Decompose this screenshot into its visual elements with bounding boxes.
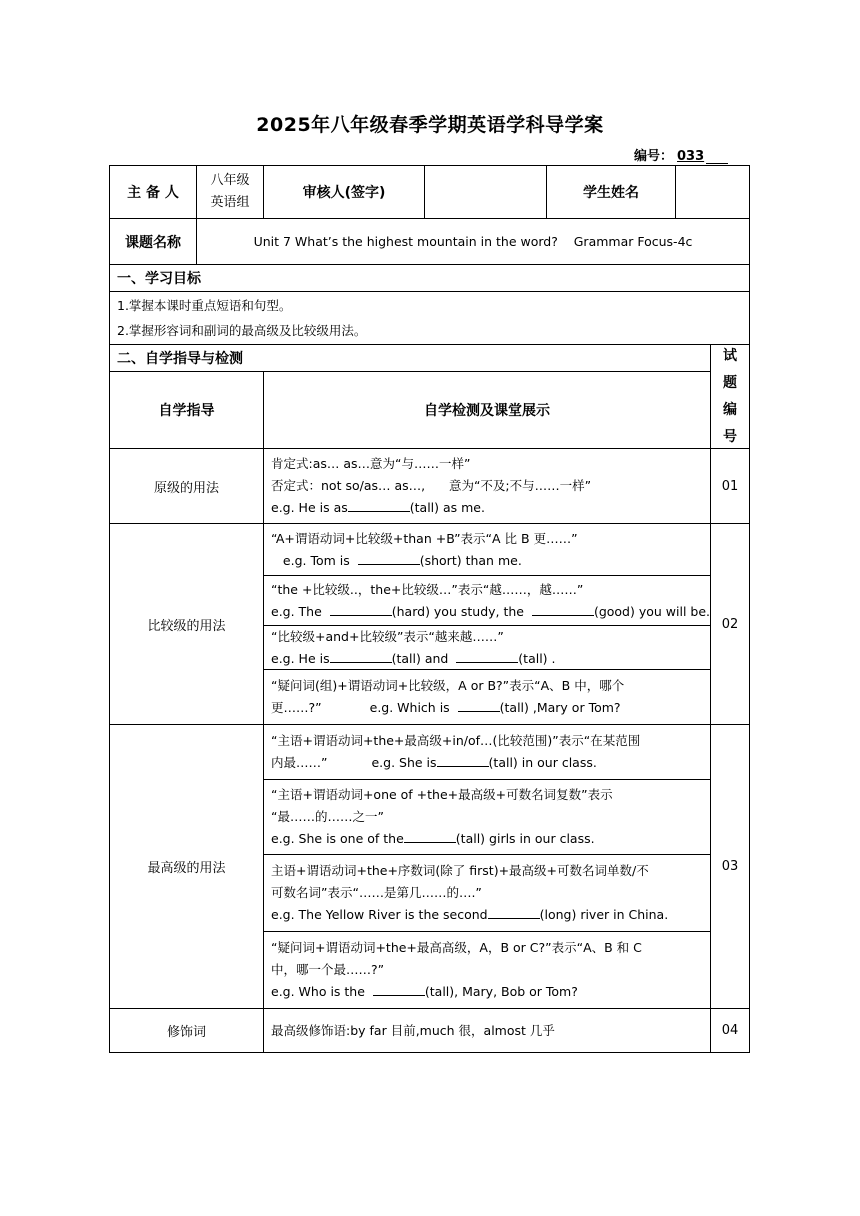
example-text: e.g. Tom is xyxy=(271,552,358,568)
example-text: (tall) as me. xyxy=(409,500,485,515)
example-text: e.g. She is xyxy=(371,755,437,770)
example-text: (hard) you study, the xyxy=(391,603,532,619)
rule-text: 可数名词”表示“……是第几……的….” xyxy=(271,885,482,900)
page-title: 2025年八年级春季学期英语学科导学案 xyxy=(256,114,604,136)
student-name-label: 学生姓名 xyxy=(583,185,639,201)
answer-blank[interactable] xyxy=(488,904,540,919)
example-text: (tall) girls in our class. xyxy=(455,831,595,846)
topic-label: 课题名称 xyxy=(125,234,181,251)
example-text: (short) than me. xyxy=(419,552,522,568)
example-text: e.g. The xyxy=(271,603,330,619)
header-char: 编 xyxy=(723,401,737,418)
example-text: e.g. He is xyxy=(271,650,330,666)
example-sentence xyxy=(271,828,703,850)
document-number xyxy=(634,145,728,164)
question-number: 01 xyxy=(721,478,739,494)
example-text: e.g. The Yellow River is the second xyxy=(271,907,488,922)
document-number-label: 编号： xyxy=(634,149,674,164)
underline-tail xyxy=(706,149,728,164)
column-check-header: 自学检测及课堂展示 xyxy=(424,403,550,419)
column-question-number-header xyxy=(711,345,749,448)
answer-blank[interactable] xyxy=(330,601,392,616)
example-sentence xyxy=(271,697,703,719)
rule-text: “主语+谓语动词+the+最高级+in/of…(比较范围)”表示“在某范围 xyxy=(271,733,641,748)
example-sentence xyxy=(271,981,703,1003)
rule-text: “A+谓语动词+比较级+than +B”表示“A 比 B 更……” xyxy=(271,530,578,546)
rule-text: “比较级+and+比较级”表示“越来越……” xyxy=(271,628,504,644)
answer-blank[interactable] xyxy=(348,497,410,512)
question-number: 02 xyxy=(721,616,739,632)
objective-item: 1.掌握本课时重点短语和句型。 xyxy=(117,298,292,313)
example-text: (long) river in China. xyxy=(539,907,669,922)
rule-text: 否定式：not so/as… as…, 意为“不及;不与……一样” xyxy=(271,478,592,493)
header-char: 试 xyxy=(723,347,737,364)
header-char: 号 xyxy=(723,428,737,445)
rule-text: “the +比较级..，the+比较级…”表示“越……，越……” xyxy=(271,581,584,597)
objectives-heading: 一、学习目标 xyxy=(117,271,201,287)
rule-text: 内最……” xyxy=(271,755,328,770)
rule-text: 主语+谓语动词+the+序数词(除了 first)+最高级+可数名词单数/不 xyxy=(271,863,649,878)
example-text: (tall), Mary, Bob or Tom? xyxy=(424,984,578,999)
document-number-value: 033 xyxy=(677,149,705,164)
example-sentence xyxy=(271,648,703,670)
answer-blank[interactable] xyxy=(456,648,518,663)
example-text: e.g. Which is xyxy=(369,700,458,715)
answer-blank[interactable] xyxy=(358,550,420,565)
example-text: e.g. Who is the xyxy=(271,984,373,999)
example-text: e.g. She is one of the xyxy=(271,831,404,846)
column-guide-header: 自学指导 xyxy=(158,403,215,419)
answer-blank[interactable] xyxy=(373,981,425,996)
example-sentence xyxy=(271,904,703,926)
rule-text: “最……的……之一” xyxy=(271,809,384,824)
objectives-list xyxy=(117,292,737,344)
comparative-label: 比较级的用法 xyxy=(147,618,226,634)
answer-blank[interactable] xyxy=(532,601,594,616)
example-sentence xyxy=(271,752,703,774)
superlative-rule-1 xyxy=(264,725,710,779)
modifier-label: 修饰词 xyxy=(166,1025,206,1040)
superlative-rule-3 xyxy=(264,855,710,931)
rule-text: 更……?” xyxy=(271,700,322,715)
example-text: (tall) . xyxy=(518,650,556,666)
example-text: (tall) in our class. xyxy=(488,755,597,770)
objective-item: 2.掌握形容词和副词的最高级及比较级用法。 xyxy=(117,323,367,338)
rule-text: “疑问词+谓语动词+the+最高高级，A，B or C?”表示“A、B 和 C xyxy=(271,940,642,955)
rule-text: “主语+谓语动词+one of +the+最高级+可数名词复数”表示 xyxy=(271,787,613,802)
self-study-heading: 二、自学指导与检测 xyxy=(117,351,243,367)
example-sentence xyxy=(271,550,703,572)
superlative-rule-2 xyxy=(264,780,710,854)
modifier-content: 最高级修饰语:by far 目前,much 很，almost 几乎 xyxy=(271,1022,555,1038)
rule-text: “疑问词(组)+谓语动词+比较级，A or B?”表示“A、B 中，哪个 xyxy=(271,678,625,693)
example-sentence xyxy=(271,601,710,623)
topic-value: Unit 7 What’s the highest mountain in the word? Grammar Focus-4c xyxy=(253,234,693,249)
comparative-rule-4 xyxy=(264,670,710,724)
answer-blank[interactable] xyxy=(437,752,489,767)
student-name-field[interactable] xyxy=(676,166,749,218)
answer-blank[interactable] xyxy=(330,648,392,663)
example-text: e.g. He is as xyxy=(271,500,348,515)
superlative-label: 最高级的用法 xyxy=(147,861,226,876)
example-text: (tall) ,Mary or Tom? xyxy=(499,700,621,715)
reviewer-label: 审核人(签字) xyxy=(302,185,386,201)
rule-text: 中，哪一个最……?” xyxy=(271,962,385,977)
preparer-group-line1: 八年级 xyxy=(210,173,250,188)
answer-blank[interactable] xyxy=(404,828,456,843)
reviewer-signature-field[interactable] xyxy=(425,166,546,218)
comparative-rule-3 xyxy=(264,626,710,669)
preparer-label: 主 备 人 xyxy=(127,185,179,201)
answer-blank[interactable] xyxy=(458,697,500,712)
rule-text: 肯定式:as… as…意为“与……一样” xyxy=(271,456,471,471)
example-text: (good) you will be. xyxy=(593,603,710,619)
study-guide-table xyxy=(109,165,750,1053)
example-text: (tall) and xyxy=(391,650,457,666)
comparative-rule-2 xyxy=(264,576,710,625)
superlative-rule-4 xyxy=(264,932,710,1008)
question-number: 04 xyxy=(721,1023,739,1038)
question-number: 03 xyxy=(721,859,739,874)
example-sentence xyxy=(271,497,703,519)
positive-degree-label: 原级的用法 xyxy=(153,480,219,496)
preparer-group xyxy=(197,166,263,218)
positive-degree-content xyxy=(264,449,710,523)
comparative-rule-1 xyxy=(264,524,710,575)
preparer-group-line2: 英语组 xyxy=(210,195,250,210)
header-char: 题 xyxy=(723,374,737,391)
